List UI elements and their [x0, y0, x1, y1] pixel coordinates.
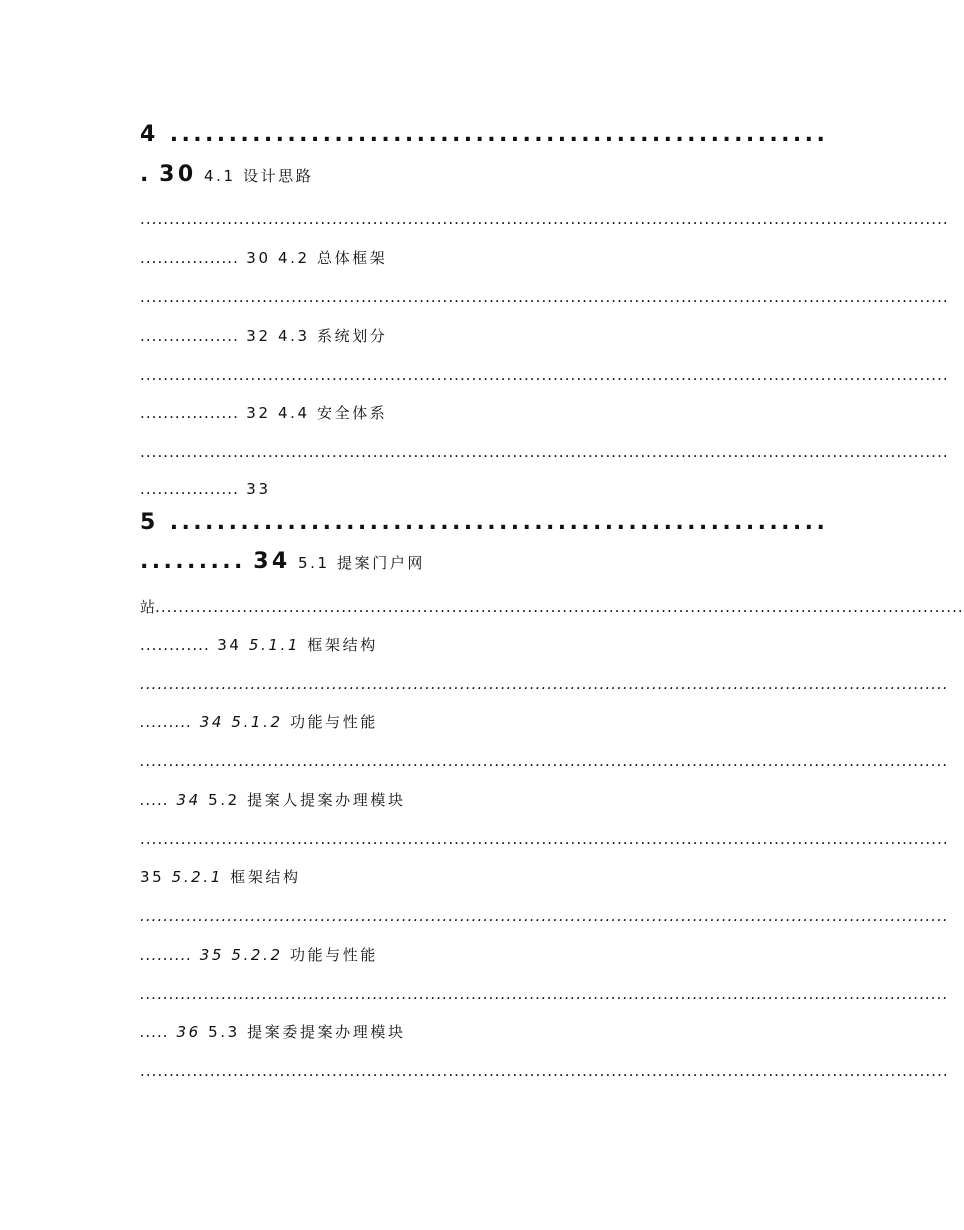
chapter-number: 5	[140, 510, 159, 535]
section-number: 5.2.2	[231, 946, 283, 964]
page-number: 34	[217, 636, 242, 654]
section-title: 设计思路	[242, 167, 314, 185]
chapter-leader-dots: .........	[140, 549, 246, 574]
toc-row-5-2-2[interactable]	[140, 944, 815, 965]
page-number: 34	[199, 713, 225, 731]
section-title: 功能与性能	[289, 713, 378, 731]
toc-row-4-2[interactable]	[140, 247, 815, 268]
leader-dots: ............	[140, 636, 210, 654]
leader-dots-line: ...........................................................................................................................................	[140, 675, 949, 693]
leader-dots-line: ...........................................................................................................................................	[140, 210, 949, 228]
chapter-leader-dots: .	[140, 162, 152, 187]
toc-row-5-1-tail[interactable]	[140, 596, 964, 617]
leader-dots-line: ...........................................................................................................................................	[140, 830, 949, 848]
section-title: 框架结构	[230, 868, 301, 886]
section-title: 框架结构	[307, 636, 378, 654]
section-number: 5.1.2	[231, 713, 283, 731]
toc-row-4-3[interactable]	[140, 325, 815, 346]
section-title: 系统划分	[317, 327, 388, 345]
leader-dots: .....	[140, 791, 170, 809]
leader-dots: .................	[140, 404, 239, 422]
section-number: 4.4	[277, 404, 310, 422]
leader-dots-line: ...........................................................................................................................................	[140, 288, 949, 306]
section-title: 提案门户网	[337, 554, 426, 572]
page-number: 30	[246, 249, 271, 267]
page-number: 32	[246, 327, 271, 345]
section-title: 提案委提案办理模块	[247, 1023, 406, 1041]
toc-chapter-5[interactable]	[140, 510, 829, 535]
leader-dots: .................	[140, 249, 239, 267]
toc-row-5-1[interactable]	[140, 549, 815, 574]
toc-row-5-1-1[interactable]	[140, 634, 815, 655]
toc-row-5-2-1[interactable]	[140, 866, 815, 887]
section-number: 5.3	[208, 1023, 240, 1041]
toc-row-4-4-page[interactable]	[140, 480, 815, 498]
leader-dots-line: ...........................................................................................................................................	[140, 985, 949, 1003]
section-title: 安全体系	[317, 404, 388, 422]
leader-dots: .................	[140, 480, 239, 498]
page-number: 34	[176, 791, 201, 809]
section-title: 提案人提案办理模块	[247, 791, 406, 809]
toc-row-5-1-2[interactable]	[140, 711, 815, 732]
chapter-number: 4	[140, 122, 159, 147]
section-title: 功能与性能	[289, 946, 378, 964]
leader-dots: .................	[140, 327, 239, 345]
section-title: 总体框架	[317, 249, 388, 267]
page-number: 36	[176, 1023, 201, 1041]
leader-dots: .........	[140, 946, 193, 964]
page-number: 32	[246, 404, 271, 422]
leader-dots-line: ...........................................................................................................................................	[140, 752, 949, 770]
section-number: 5.2.1	[171, 868, 223, 886]
toc-row-5-3[interactable]	[140, 1021, 815, 1042]
leader-dots-line: ...........................................................................................................................................	[140, 443, 949, 461]
chapter-leader-dots: ........................................................	[169, 122, 829, 147]
page-number: 35	[199, 946, 225, 964]
section-number: 5.1	[298, 554, 330, 572]
leader-dots: .........	[140, 713, 193, 731]
section-number: 5.2	[208, 791, 240, 809]
leader-dots-line: ...........................................................................................................................................	[140, 366, 949, 384]
section-title-tail: 站	[140, 598, 156, 616]
section-number: 4.3	[277, 327, 310, 345]
toc-row-4-4[interactable]	[140, 402, 815, 423]
page-number: 33	[246, 480, 271, 498]
toc-row-5-2[interactable]	[140, 789, 815, 810]
section-number: 5.1.1	[248, 636, 301, 654]
chapter-page-number: 30	[159, 162, 197, 187]
section-number: 4.2	[277, 249, 310, 267]
leader-dots: .....	[140, 1023, 170, 1041]
chapter-leader-dots: ........................................................	[169, 510, 829, 535]
section-number: 4.1	[203, 167, 236, 185]
page-number: 35	[140, 868, 165, 886]
leader-dots-line: ...........................................................................................................................................	[140, 1062, 949, 1080]
leader-dots: ...........................................................................................................................................	[155, 598, 964, 616]
toc-chapter-4[interactable]	[140, 122, 829, 147]
toc-row-4-1[interactable]	[140, 162, 815, 187]
chapter-page-number: 34	[253, 549, 291, 574]
leader-dots-line: ...........................................................................................................................................	[140, 907, 949, 925]
